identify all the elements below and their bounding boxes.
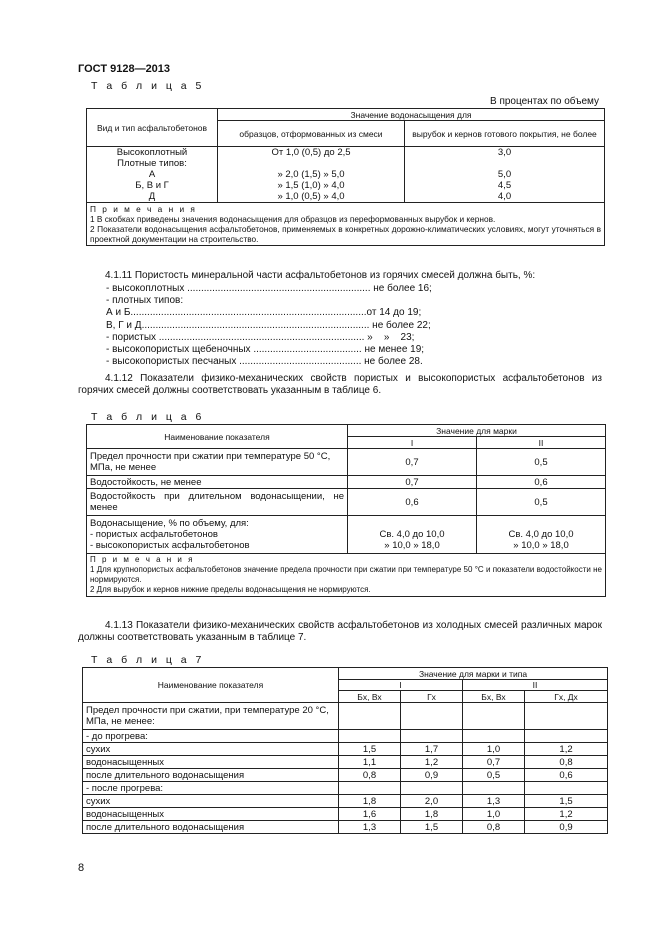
table6-row-v2: 0,5 <box>477 489 606 516</box>
table7-cell: 1,0 <box>463 808 525 821</box>
table5-group-header: Значение водонасыщения для <box>218 109 605 121</box>
table7-cell <box>401 782 463 795</box>
table7-row-name: после длительного водонасыщения <box>83 769 339 782</box>
table7-grade-header: I <box>339 680 463 691</box>
table6-note: 2 Для вырубок и кернов нижние пределы водонасыщения не нормируются. <box>90 585 371 594</box>
table6-grade-header: I <box>348 437 477 449</box>
table7-cell: 1,2 <box>401 756 463 769</box>
table5-row-v1: » 1,0 (0,5) » 4,0 <box>218 191 405 203</box>
table6-water-value: Св. 4,0 до 10,0 <box>379 528 445 540</box>
table7-cell <box>463 703 525 730</box>
table6-water-sub: - высокопористых асфальтобетонов <box>90 540 250 551</box>
table7-row-name: после длительного водонасыщения <box>83 821 339 834</box>
porosity-line: А и Б.....................................................................................от 14 до 19; <box>106 307 422 319</box>
table5-note: 2 Показатели водонасыщения асфальтобетонов, применяемых в конкретных дорожно-климатических условиях, могут уточняться в проектной документации на строительство. <box>90 224 602 244</box>
porosity-line: - высокопористых песчаных ............................................ не более 28. <box>106 356 423 368</box>
table7-row-name: водонасыщенных <box>83 808 339 821</box>
table6 <box>86 424 606 597</box>
table5-row-v2 <box>405 158 605 169</box>
table5-row-v2: 4,5 <box>405 180 605 191</box>
table7-row-name: - после прогрева: <box>83 782 339 795</box>
table5-notes <box>87 203 605 246</box>
porosity-list <box>106 283 506 368</box>
table7-cell <box>525 782 608 795</box>
table5-row-name: Высокоплотный <box>87 147 218 159</box>
table7-cell <box>525 730 608 743</box>
table7-group-header: Значение для марки и типа <box>339 668 608 680</box>
table6-water-value: » 10,0 » 18,0 <box>513 539 569 551</box>
table6-grade-header: II <box>477 437 606 449</box>
table7-cell: 0,8 <box>339 769 401 782</box>
table6-water-value: Св. 4,0 до 10,0 <box>508 528 574 540</box>
section-4-1-12: 4.1.12 Показатели физико-механических свойств пористых и высокопористых асфальтобетонов из горячих смесей должны соответствовать указанным в таблице 6. <box>78 373 602 397</box>
table7-cell: 0,9 <box>525 821 608 834</box>
table7-cell <box>339 703 401 730</box>
table5-row-v1: От 1,0 (0,5) до 2,5 <box>218 147 405 159</box>
table7-cell: 1,5 <box>525 795 608 808</box>
table6-row-v1: 0,7 <box>348 449 477 476</box>
table6-water-sub: - пористых асфальтобетонов <box>90 529 218 540</box>
table7-caption: Т а б л и ц а 7 <box>91 654 205 666</box>
table6-col1-header: Наименование показателя <box>87 425 348 449</box>
table7-grade-header: II <box>463 680 608 691</box>
table5-row-name: А <box>87 169 218 180</box>
table5-col1-header: Вид и тип асфальтобетонов <box>87 109 218 147</box>
table5-row-name: Плотные типов: <box>87 158 218 169</box>
table7-type-header: Бх, Вх <box>339 691 401 703</box>
table6-row-v1: 0,6 <box>348 489 477 516</box>
table6-row-name: Предел прочности при сжатии при температуре 50 °С, МПа, не менее <box>87 449 348 476</box>
section-4-1-11-intro: 4.1.11 Пористость минеральной части асфальтобетонов из горячих смесей должна быть, %: <box>105 270 536 281</box>
table7-cell: 0,8 <box>463 821 525 834</box>
section-4-1-13: 4.1.13 Показатели физико-механических свойств асфальтобетонов из холодных смесей различных марок должны соответствовать указанным в таблице 7. <box>78 620 602 644</box>
table6-water-name: Водонасыщение, % по объему, для: <box>90 518 249 529</box>
page-number: 8 <box>78 862 85 874</box>
table7-cell: 1,3 <box>463 795 525 808</box>
table7-cell <box>339 782 401 795</box>
table6-group-header: Значение для марки <box>348 425 606 437</box>
table6-water-row <box>87 516 348 554</box>
table7-row-name: - до прогрева: <box>83 730 339 743</box>
table7-cell: 0,9 <box>401 769 463 782</box>
porosity-line: - пористых .......................................................................... » » 23; <box>106 331 415 343</box>
table7-cell <box>463 782 525 795</box>
table5-caption: Т а б л и ц а 5 <box>91 80 205 92</box>
table7-cell <box>401 703 463 730</box>
table7-cell: 1,1 <box>339 756 401 769</box>
table7-row-name: сухих <box>83 795 339 808</box>
table6-row-v1: 0,7 <box>348 476 477 489</box>
table7-cell: 1,2 <box>525 743 608 756</box>
table7-cell: 1,3 <box>339 821 401 834</box>
table6-notes-title: П р и м е ч а н и я <box>90 555 195 564</box>
table5-notes-title: П р и м е ч а н и я <box>90 204 197 214</box>
table7-cell: 0,6 <box>525 769 608 782</box>
table5-row-v1: » 1,5 (1,0) » 4,0 <box>218 180 405 191</box>
table7-cell <box>339 730 401 743</box>
table6-caption: Т а б л и ц а 6 <box>91 411 205 423</box>
porosity-line: - высокоплотных .................................................................. не более 16; <box>106 283 432 294</box>
table6-note: 1 Для крупнопористых асфальтобетонов значение предела прочности при сжатии при температуре 50 °С и показатели водостойкости не нормируются. <box>90 565 602 584</box>
porosity-line: - плотных типов: <box>106 295 184 307</box>
table7-cell: 1,2 <box>525 808 608 821</box>
table7-cell: 0,7 <box>463 756 525 769</box>
table5-note: 1 В скобках приведены значения водонасыщения для образцов из переформованных вырубок и кернов. <box>90 214 496 224</box>
table5-row-v1: » 2,0 (1,5) » 5,0 <box>218 169 405 180</box>
porosity-line: - высокопористых щебеночных ....................................... не менее 19; <box>106 344 425 356</box>
table7-cell: 2,0 <box>401 795 463 808</box>
table5 <box>86 108 605 246</box>
table6-water-v2 <box>477 516 606 554</box>
table5-row-name: Б, В и Г <box>87 180 218 191</box>
table7-cell <box>401 730 463 743</box>
table6-row-name: Водостойкость, не менее <box>87 476 348 489</box>
table7 <box>82 667 608 834</box>
table7-row-name: сухих <box>83 743 339 756</box>
table7-cell: 1,8 <box>339 795 401 808</box>
table7-row-name: водонасыщенных <box>83 756 339 769</box>
table5-row-name: Д <box>87 191 218 203</box>
table7-cell: 1,5 <box>339 743 401 756</box>
table5-units: В процентах по объему <box>490 96 600 107</box>
table7-cell <box>463 730 525 743</box>
table7-cell: 0,8 <box>525 756 608 769</box>
table7-cell: 1,5 <box>401 821 463 834</box>
porosity-line: В, Г и Д.................................................................................. не более 22; <box>106 319 431 331</box>
table6-water-v1 <box>348 516 477 554</box>
table7-type-header: Гх, Дх <box>525 691 608 703</box>
table7-type-header: Гх <box>401 691 463 703</box>
table5-col3-header: вырубок и кернов готового покрытия, не более <box>405 121 605 147</box>
table6-row-v2: 0,5 <box>477 449 606 476</box>
table5-row-v2: 3,0 <box>405 147 605 159</box>
table6-row-name: Водостойкость при длительном водонасыщении, не менее <box>87 489 348 516</box>
table5-row-v1 <box>218 158 405 169</box>
table7-cell: 0,5 <box>463 769 525 782</box>
table7-cell: 1,8 <box>401 808 463 821</box>
table5-row-v2: 4,0 <box>405 191 605 203</box>
table7-col1-header: Наименование показателя <box>83 668 339 703</box>
table6-notes <box>87 554 606 597</box>
table5-col2-header: образцов, отформованных из смеси <box>218 121 405 147</box>
page-header: ГОСТ 9128—2013 <box>78 63 171 75</box>
table7-cell <box>525 703 608 730</box>
table7-cell: 1,7 <box>401 743 463 756</box>
table5-row-v2: 5,0 <box>405 169 605 180</box>
table7-row-name: Предел прочности при сжатии, при температуре 20 °С, МПа, не менее: <box>83 703 339 730</box>
table7-cell: 1,6 <box>339 808 401 821</box>
table6-row-v2: 0,6 <box>477 476 606 489</box>
table7-type-header: Бх, Вх <box>463 691 525 703</box>
table7-cell: 1,0 <box>463 743 525 756</box>
table6-water-value: » 10,0 » 18,0 <box>384 539 440 551</box>
